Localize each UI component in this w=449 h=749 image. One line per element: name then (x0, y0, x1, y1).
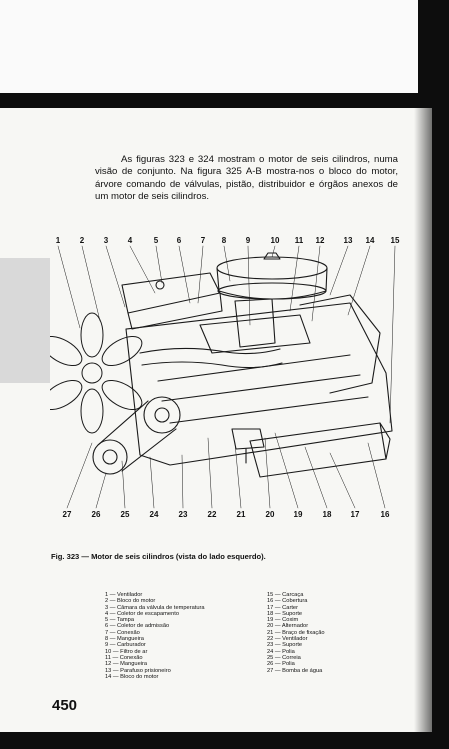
legend-item: 22 — Ventilador (267, 636, 308, 643)
callout-24: 24 (149, 510, 159, 519)
legend-item: 21 — Braço de fixação (267, 629, 325, 636)
callout-4: 4 (127, 236, 133, 245)
callout-8: 8 (221, 236, 227, 245)
legend-item: 14 — Bloco do motor (105, 673, 159, 680)
legend-item: 16 — Cobertura (267, 598, 308, 605)
legend-item: 6 — Coletor de admissão (105, 623, 170, 630)
legend-item: 10 — Filtro de ar (105, 648, 148, 655)
callout-25: 25 (120, 510, 130, 519)
callout-26: 26 (91, 510, 101, 519)
engine-figure (50, 233, 402, 525)
callout-10: 10 (270, 236, 280, 245)
intro-text: As figuras 323 e 324 mostram o motor de seis cilindros, numa visão de conjunto. Na figura 325 A-B mostra-nos o bloco do motor, árvore comando de válvulas, pistão, distribuidor e órgãos anexos de um motor de seis cilindros. (95, 154, 398, 203)
legend-item: 7 — Conexão (105, 629, 140, 636)
legend-item: 25 — Correia (267, 654, 301, 661)
callout-1: 1 (55, 236, 61, 245)
engine-illustration (50, 233, 402, 525)
legend-item: 5 — Tampa (105, 617, 134, 624)
callout-22: 22 (207, 510, 217, 519)
callout-11: 11 (294, 236, 304, 245)
legend-item: 26 — Polia (267, 661, 295, 668)
legend-item: 2 — Bloco do motor (105, 598, 156, 605)
legend-item: 24 — Polia (267, 648, 295, 655)
legend-item: 27 — Bomba de água (267, 667, 323, 674)
callout-6: 6 (176, 236, 182, 245)
page-number: 450 (52, 697, 78, 714)
legend-column-right (267, 592, 417, 674)
callout-15: 15 (390, 236, 400, 245)
callout-16: 16 (380, 510, 390, 519)
callout-14: 14 (365, 236, 375, 245)
legend-item: 11 — Conexão (105, 654, 143, 661)
callout-7: 7 (200, 236, 206, 245)
callout-5: 5 (153, 236, 159, 245)
legend-item: 1 — Ventilador (105, 592, 143, 598)
legend-item: 12 — Mangueira (105, 661, 148, 668)
callout-13: 13 (343, 236, 353, 245)
legend-item: 20 — Alternador (267, 623, 309, 630)
intro-paragraph (95, 154, 398, 204)
legend-column-left (105, 592, 255, 680)
book-page (0, 108, 432, 732)
legend-item: 13 — Parafuso prisioneiro (105, 667, 171, 674)
callout-3: 3 (103, 236, 109, 245)
callout-2: 2 (79, 236, 85, 245)
callout-19: 19 (293, 510, 303, 519)
callout-9: 9 (245, 236, 251, 245)
legend-item: 18 — Suporte (267, 610, 303, 617)
figure-caption: Fig. 323 — Motor de seis cilindros (vista do lado esquerdo). (51, 552, 266, 561)
callout-27: 27 (62, 510, 72, 519)
legend-item: 17 — Carter (267, 604, 298, 611)
callout-20: 20 (265, 510, 275, 519)
legend-item: 9 — Carburador (105, 642, 146, 649)
scan-bottom-edge (0, 733, 449, 749)
callout-17: 17 (350, 510, 360, 519)
callout-21: 21 (236, 510, 246, 519)
legend-item: 15 — Carcaça (267, 592, 304, 598)
callout-12: 12 (315, 236, 325, 245)
callout-18: 18 (322, 510, 332, 519)
previous-page-edge (0, 0, 418, 93)
legend-item: 19 — Coxim (267, 617, 299, 624)
legend-item: 23 — Suporte (267, 642, 303, 649)
callout-23: 23 (178, 510, 188, 519)
legend-item: 4 — Coletor de escapamento (105, 610, 179, 617)
legend-item: 8 — Mangueira (105, 636, 144, 643)
chapter-thumb-tab (0, 258, 50, 383)
legend-item: 3 — Câmara da válvula de temperatura (105, 604, 205, 611)
